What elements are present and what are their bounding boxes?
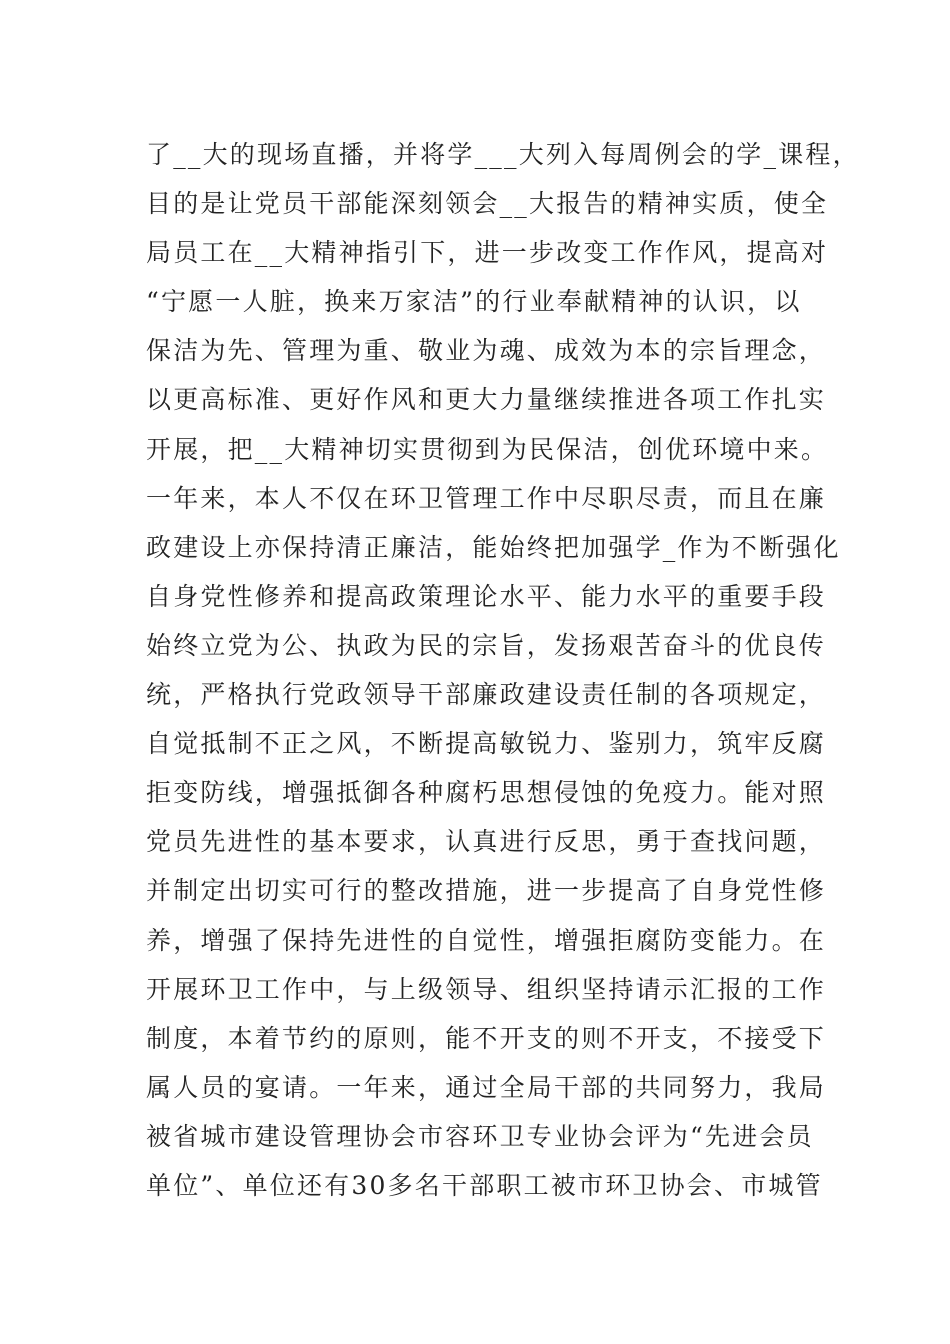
- text-line: 开展环卫工作中，与上级领导、组织坚持请示汇报的工作: [146, 974, 827, 1004]
- text-line: 一年来，本人不仅在环卫管理工作中尽职尽责，而且在廉: [146, 483, 827, 513]
- text-line: 单位”、单位还有30多名干部职工被市环卫协会、市城管: [146, 1170, 823, 1200]
- text-line: 始终立党为公、执政为民的宗旨，发扬艰苦奋斗的优良传: [146, 630, 827, 660]
- text-line: “宁愿一人脏，换来万家洁”的行业奉献精神的认识，以: [146, 287, 802, 317]
- text-line: 拒变防线，增强抵御各种腐朽思想侵蚀的免疫力。能对照: [146, 778, 827, 808]
- text-line: 政建设上亦保持清正廉洁，能始终把加强学_作为不断强化: [146, 532, 841, 562]
- text-line: 党员先进性的基本要求，认真进行反思，勇于查找问题，: [146, 827, 827, 857]
- text-line: 保洁为先、管理为重、敬业为魂、成效为本的宗旨理念，: [146, 336, 827, 366]
- text-line: 自觉抵制不正之风，不断提高敏锐力、鉴别力，筑牢反腐: [146, 729, 827, 759]
- text-line: 并制定出切实可行的整改措施，进一步提高了自身党性修: [146, 876, 827, 906]
- text-line: 局员工在__大精神指引下，进一步改变工作作风，提高对: [146, 238, 829, 268]
- text-line: 了__大的现场直播，并将学___大列入每周例会的学_课程，: [146, 140, 860, 169]
- body-text: [146, 130, 860, 1210]
- text-line: 目的是让党员干部能深刻领会__大报告的精神实质，使全: [146, 189, 829, 219]
- text-line: 自身党性修养和提高政策理论水平、能力水平的重要手段: [146, 581, 827, 611]
- text-line: 制度，本着节约的原则，能不开支的则不开支，不接受下: [146, 1023, 827, 1053]
- text-line: 统，严格执行党政领导干部廉政建设责任制的各项规定，: [146, 680, 827, 710]
- text-line: 养，增强了保持先进性的自觉性，增强拒腐防变能力。在: [146, 925, 827, 955]
- text-line: 被省城市建设管理协会市容环卫专业协会评为“先进会员: [146, 1121, 814, 1151]
- text-line: 属人员的宴请。一年来，通过全局干部的共同努力，我局: [146, 1072, 827, 1102]
- text-line: 开展，把__大精神切实贯彻到为民保洁，创优环境中来。: [146, 434, 829, 464]
- text-line: 以更高标准、更好作风和更大力量继续推进各项工作扎实: [146, 385, 827, 415]
